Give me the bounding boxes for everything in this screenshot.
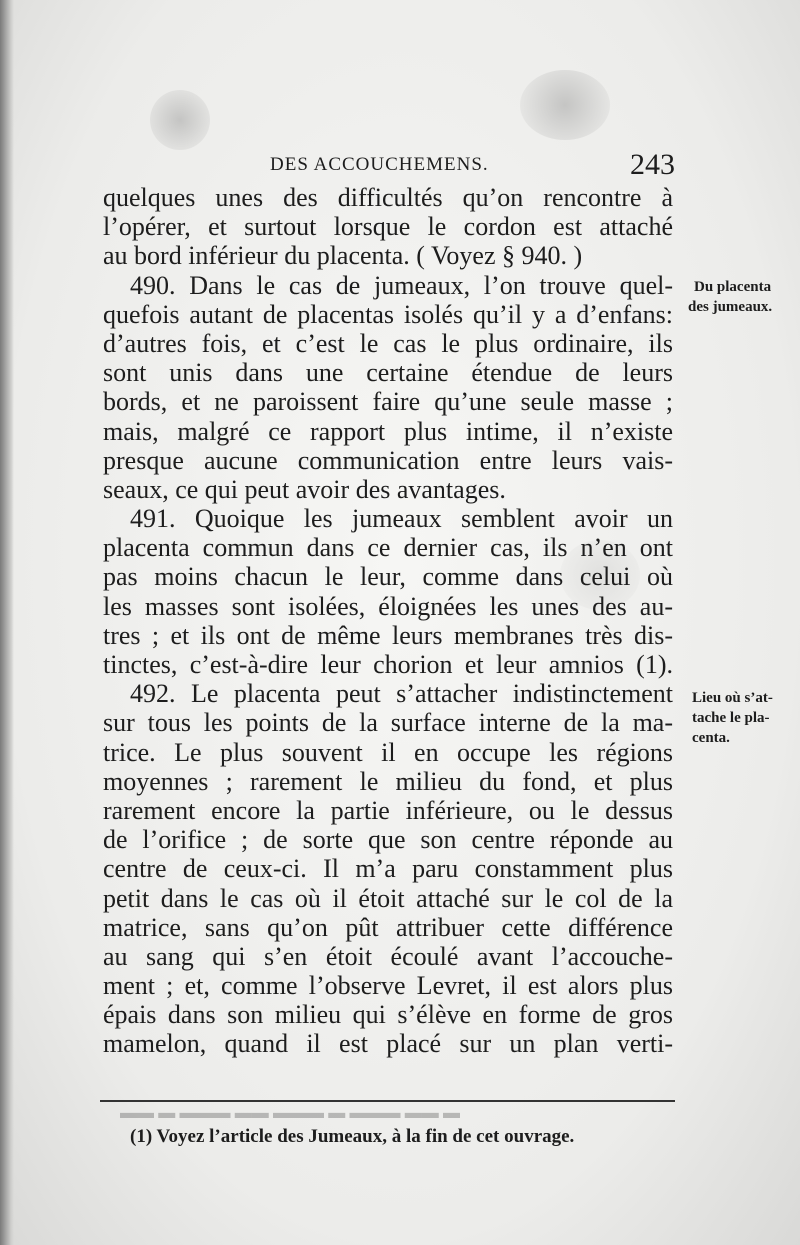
text-line: sur tous les points de la surface interne de la ma- — [103, 708, 673, 738]
margin-note-line: tache le pla- — [692, 710, 770, 726]
page-header — [270, 148, 675, 188]
text-line: au sang qui s’en étoit écoulé avant l’accouche- — [103, 941, 673, 971]
text-line: sont unis dans une certaine étendue de leurs — [103, 358, 673, 388]
text-line: mais, malgré ce rapport plus intime, il n’existe — [103, 416, 673, 446]
text-line: épais dans son milieu qui s’élève en forme de gros — [103, 1000, 673, 1030]
text-line: rarement encore la partie inférieure, ou le dessus — [103, 795, 673, 825]
text-line: quelques unes des difficultés qu’on rencontre à — [103, 183, 673, 212]
margin-note-twins-placenta — [688, 277, 772, 317]
stain — [520, 70, 610, 140]
text-line: d’autres fois, et c’est le cas le plus ordinaire, ils — [103, 328, 673, 358]
text-line: quefois autant de placentas isolés qu’il y a d’enfans: — [103, 299, 673, 329]
paragraph-491-start: 491. Quoique les jumeaux semblent avoir un — [130, 504, 673, 534]
text-line: au bord inférieur du placenta. ( Voyez § 940. ) — [103, 241, 583, 271]
text-line: l’opérer, et surtout lorsque le cordon est attaché — [103, 212, 673, 242]
text-line: presque aucune communication entre leurs vais- — [103, 445, 673, 475]
text-line: ment ; et, comme l’observe Levret, il est alors plus — [103, 971, 673, 1001]
margin-note-placenta-site — [692, 688, 773, 748]
paragraph-490-start: 490. Dans le cas de jumeaux, l’on trouve quel- — [130, 270, 673, 300]
text-line: moyennes ; rarement le milieu du fond, et plus — [103, 766, 673, 796]
text-line: tinctes, c’est-à-dire leur chorion et leur amnios (1). — [103, 650, 673, 679]
text-line: de l’orifice ; de sorte que son centre réponde au — [103, 825, 673, 855]
page-number: 243 — [630, 148, 675, 181]
text-line: mamelon, quand il est placé sur un plan verti- — [103, 1029, 673, 1059]
running-head: DES ACCOUCHEMENS. — [270, 154, 489, 175]
text-line: les masses sont isolées, éloignées les unes des au- — [103, 591, 673, 621]
margin-note-line: Du placenta — [694, 279, 772, 295]
text-line: placenta commun dans ce dernier cas, ils n’en ont — [103, 533, 673, 563]
footnote: (1) Voyez l’article des Jumeaux, à la fin de cet ouvrage. — [130, 1126, 575, 1147]
margin-note-line: centa. — [692, 730, 730, 746]
body-text — [103, 183, 673, 1059]
footnote-rule — [100, 1100, 675, 1102]
margin-note-line: Lieu où s’at- — [692, 690, 773, 706]
text-line: tres ; et ils ont de même leurs membranes très dis- — [103, 620, 673, 650]
text-line: centre de ceux-ci. Il m’a paru constamment plus — [103, 854, 673, 884]
text-line: seaux, ce qui peut avoir des avantages. — [103, 474, 506, 504]
text-line: trice. Le plus souvent il en occupe les régions — [103, 737, 673, 767]
paragraph-492-start: 492. Le placenta peut s’attacher indistinctement — [130, 679, 673, 709]
margin-note-line: des jumeaux. — [688, 299, 773, 315]
page-gutter-shadow — [0, 0, 14, 1245]
text-line: pas moins chacun le leur, comme dans celui où — [103, 562, 673, 592]
text-line: bords, et ne paroissent faire qu’une seule masse ; — [103, 387, 673, 417]
show-through-text: ▬ ▬▬ ▬▬▬ ▬ ▬▬▬ ▬▬ ▬▬▬ ▬ ▬▬ — [120, 1103, 460, 1122]
text-line: petit dans le cas où il étoit attaché sur le col de la — [103, 883, 673, 913]
stain — [150, 90, 210, 150]
text-line: matrice, sans qu’on pût attribuer cette différence — [103, 912, 673, 942]
